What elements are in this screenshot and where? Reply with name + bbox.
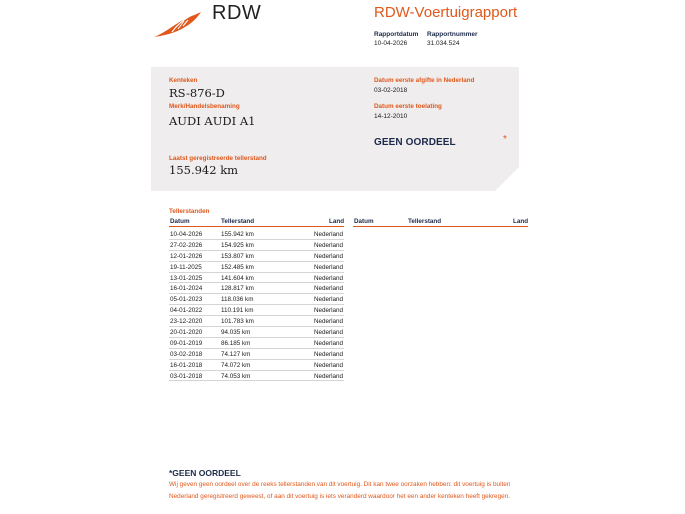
logo-text: RDW (212, 2, 262, 24)
row-land: Nederland (313, 263, 343, 271)
col2-date-header: Datum (354, 218, 374, 225)
row-km: 154.925 km (221, 241, 254, 249)
row-land: Nederland (313, 252, 343, 260)
row-date: 09-01-2019 (170, 339, 203, 347)
row-km: 74.127 km (221, 350, 251, 358)
row-land: Nederland (313, 350, 343, 358)
panel-corner (495, 167, 519, 191)
mileage-value: 155.942 km (169, 163, 239, 177)
first-admit-label: Datum eerste toelating (374, 103, 442, 110)
row-date: 03-01-2018 (170, 372, 203, 380)
brand-label: Merk/Handelsbenaming (169, 103, 240, 110)
report-number-label: Rapportnummer (427, 31, 478, 38)
row-km: 152.485 km (221, 263, 254, 271)
verdict-text: GEEN OORDEEL (374, 137, 456, 148)
col-km-header: Tellerstand (221, 218, 255, 225)
row-date: 12-01-2026 (170, 252, 203, 260)
table-row (169, 349, 344, 360)
table-row (169, 251, 344, 262)
table-row (169, 273, 344, 284)
odometer-section-label: Tellerstanden (169, 208, 210, 215)
row-km: 155.942 km (221, 231, 254, 238)
row-km: 101.783 km (221, 318, 254, 326)
first-nl-label: Datum eerste afgifte in Nederland (374, 77, 475, 84)
report-date-value: 10-04-2026 (374, 40, 408, 47)
plate-value: RS-876-D (169, 86, 225, 100)
odometer-table (169, 229, 344, 381)
table-row (169, 305, 344, 316)
row-land: Nederland (313, 241, 343, 249)
table-row (169, 338, 344, 349)
brand-value: AUDI AUDI A1 (169, 114, 256, 128)
row-km: 118.036 km (221, 296, 254, 304)
row-date: 04-01-2022 (170, 307, 203, 315)
row-land: Nederland (313, 318, 343, 326)
table-row (169, 240, 344, 251)
rdw-logo-icon (152, 10, 204, 40)
row-km: 94.035 km (221, 329, 251, 337)
first-admit-value: 14-12-2010 (374, 113, 408, 120)
row-land: Nederland (313, 361, 343, 369)
table-row (169, 229, 344, 240)
row-km: 128.817 km (221, 285, 254, 293)
row-km: 141.604 km (221, 274, 254, 282)
table2-header-rule (353, 226, 528, 227)
row-land: Nederland (313, 339, 343, 347)
row-land: Nederland (313, 329, 343, 337)
table-row (169, 371, 344, 382)
row-date: 23-12-2020 (170, 318, 203, 326)
footnote-text: Wij geven geen oordeel over de reeks tellerstanden van dit voertuig. Dit kan twee oorzaken hebben: dit voertuig is buiten Nederland geregistreerd geweest, of aan dit voertuig is iets veranderd waardoor het een ander kenteken heeft gekregen. (169, 481, 511, 500)
col-date-header: Datum (170, 218, 190, 225)
row-land: Nederland (313, 307, 343, 315)
table-row (169, 327, 344, 338)
row-km: 74.072 km (221, 361, 251, 369)
row-land: Nederland (313, 296, 343, 304)
table-row (169, 360, 344, 371)
row-date: 16-01-2024 (170, 285, 203, 293)
table-row (169, 316, 344, 327)
row-date: 10-04-2026 (170, 231, 203, 238)
row-date: 27-02-2026 (170, 241, 203, 249)
mileage-label: Laatst geregistreerde tellerstand (169, 155, 267, 162)
row-land: Nederland (313, 274, 343, 282)
table-header-rule (169, 226, 344, 227)
plate-label: Kenteken (169, 77, 198, 84)
table-row (169, 262, 344, 273)
report-title: RDW-Voertuigrapport (374, 4, 518, 21)
row-date: 19-11-2025 (170, 263, 202, 271)
col-land-header: Land (329, 218, 345, 225)
row-km: 153.807 km (221, 252, 254, 260)
row-date: 13-01-2025 (170, 274, 203, 282)
row-km: 74.053 km (221, 372, 251, 380)
table-row (169, 283, 344, 294)
row-date: 03-02-2018 (170, 350, 203, 358)
row-date: 05-01-2023 (170, 296, 203, 304)
row-land: Nederland (313, 231, 343, 238)
report-date-label: Rapportdatum (374, 31, 419, 38)
row-km: 86.185 km (221, 339, 251, 347)
row-date: 20-01-2020 (170, 329, 203, 337)
col2-land-header: Land (513, 218, 529, 225)
report-number-value: 31.034.524 (427, 40, 460, 47)
table-row (169, 294, 344, 305)
row-land: Nederland (313, 285, 343, 293)
verdict-asterisk: * (503, 134, 507, 145)
first-nl-value: 03-02-2018 (374, 87, 408, 94)
row-date: 16-01-2018 (170, 361, 203, 369)
row-land: Nederland (313, 372, 343, 380)
footnote-title: *GEEN OORDEEL (169, 468, 241, 478)
col2-km-header: Tellerstand (408, 218, 442, 225)
row-km: 110.191 km (221, 307, 254, 315)
